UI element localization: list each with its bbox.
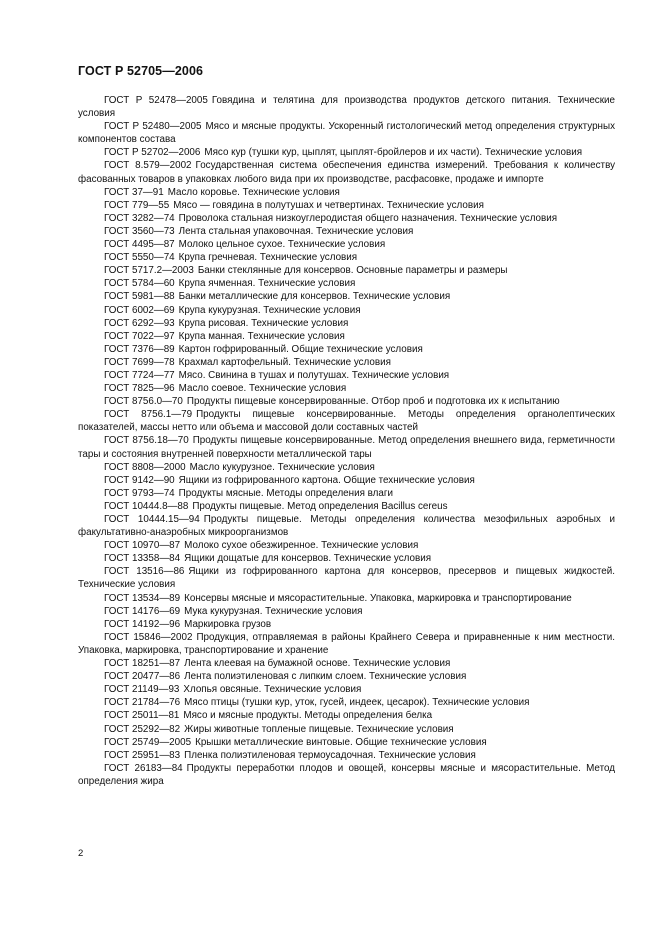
reference-entry [78, 146, 615, 159]
reference-code: ГОСТ 8756.0—70 [104, 396, 183, 408]
reference-entry [78, 330, 615, 343]
reference-title: Молоко цельное сухое. Технические условия [178, 239, 386, 251]
reference-title: Продукты переработки плодов и овощей, консервы мясные и мясорастительные. Метод определения жира [78, 762, 615, 787]
reference-entry [78, 434, 615, 460]
reference-title: Лента клеевая на бумажной основе. Технические условия [184, 658, 451, 670]
reference-title: Масло коровье. Технические условия [167, 186, 340, 198]
reference-entry [78, 762, 615, 788]
reference-code: ГОСТ 8756.18—70 [104, 435, 189, 447]
reference-title: Мясо. Свинина в тушах и полутушах. Технические условия [178, 369, 450, 381]
reference-entry [78, 605, 615, 618]
reference-code: ГОСТ 9142—90 [104, 474, 175, 486]
reference-title: Пленка полиэтиленовая термоусадочная. Технические условия [184, 749, 476, 761]
reference-code: ГОСТ 5717.2—2003 [104, 265, 194, 277]
reference-code: ГОСТ 8756.1—79 [104, 409, 193, 421]
reference-code: ГОСТ 10970—87 [104, 540, 181, 552]
reference-code: ГОСТ 20477—86 [104, 671, 181, 683]
reference-code: ГОСТ 13516—86 [104, 566, 185, 578]
reference-title: Крупа манная. Технические условия [178, 330, 345, 342]
reference-entry [78, 487, 615, 500]
reference-entry [78, 395, 615, 408]
reference-title: Масло кукурузное. Технические условия [189, 461, 375, 473]
reference-code: ГОСТ 5981—88 [104, 291, 175, 303]
reference-entry [78, 225, 615, 238]
reference-code: ГОСТ 7699—78 [104, 356, 175, 368]
reference-title: Мясо и мясные продукты. Ускоренный гистологический метод определения структурных компонентов состава [78, 121, 615, 146]
reference-title: Маркировка грузов [184, 618, 272, 630]
reference-code: ГОСТ 5550—74 [104, 252, 175, 264]
reference-entry [78, 94, 615, 120]
reference-entry [78, 382, 615, 395]
reference-code: ГОСТ 779—55 [104, 199, 170, 211]
reference-title: Банки металлические для консервов. Технические условия [178, 291, 451, 303]
reference-title: Продукты пищевые консервированные. Методы определения органолептических показателей, массы нетто или объема и массовой доли составных частей [78, 409, 615, 434]
reference-entry [78, 500, 615, 513]
document-header: ГОСТ Р 52705—2006 [78, 64, 204, 78]
reference-code: ГОСТ 8.579—2002 [104, 160, 192, 172]
reference-code: ГОСТ Р 52478—2005 [104, 95, 208, 106]
reference-code: ГОСТ 7724—77 [104, 369, 175, 381]
reference-title: Мука кукурузная. Технические условия [184, 605, 363, 617]
reference-title: Банки стеклянные для консервов. Основные параметры и размеры [197, 265, 508, 277]
reference-code: ГОСТ 18251—87 [104, 658, 181, 670]
reference-entry [78, 749, 615, 762]
reference-title: Продукты пищевые консервированные. Отбор проб и подготовка их к испытанию [186, 396, 560, 408]
reference-entry [78, 238, 615, 251]
reference-entry [78, 670, 615, 683]
reference-entry [78, 369, 615, 382]
reference-code: ГОСТ Р 52702—2006 [104, 147, 201, 159]
reference-entry [78, 631, 615, 657]
reference-code: ГОСТ 21784—76 [104, 697, 181, 709]
reference-entry [78, 186, 615, 199]
reference-code: ГОСТ 13358—84 [104, 553, 181, 565]
reference-code: ГОСТ 15846—2002 [104, 631, 193, 643]
reference-code: ГОСТ 3560—73 [104, 225, 175, 237]
reference-entry [78, 552, 615, 565]
reference-code: ГОСТ 7022—97 [104, 330, 175, 342]
reference-code: ГОСТ Р 52480—2005 [104, 121, 202, 133]
reference-title: Молоко сухое обезжиренное. Технические условия [184, 540, 419, 552]
reference-code: ГОСТ 8808—2000 [104, 461, 186, 473]
reference-title: Крупа гречневая. Технические условия [178, 252, 358, 264]
reference-title: Продукты пищевые. Метод определения Bacillus cereus [192, 500, 448, 512]
reference-code: ГОСТ 7376—89 [104, 343, 175, 355]
reference-entry [78, 199, 615, 212]
reference-code: ГОСТ 9793—74 [104, 487, 175, 499]
reference-code: ГОСТ 26183—84 [104, 762, 183, 774]
reference-code: ГОСТ 7825—96 [104, 383, 175, 395]
reference-title: Хлопья овсяные. Технические условия [183, 684, 362, 696]
reference-code: ГОСТ 3282—74 [104, 212, 175, 224]
reference-entry [78, 461, 615, 474]
reference-code: ГОСТ 6002—69 [104, 304, 175, 316]
reference-entry [78, 264, 615, 277]
reference-code: ГОСТ 5784—60 [104, 278, 175, 290]
reference-code: ГОСТ 25951—83 [104, 749, 181, 761]
reference-entry [78, 513, 615, 539]
reference-entry [78, 696, 615, 709]
reference-entry [78, 159, 615, 185]
page-number: 2 [78, 848, 84, 859]
reference-title: Консервы мясные и мясорастительные. Упаковка, маркировка и транспортирование [184, 592, 572, 604]
reference-title: Крышки металлические винтовые. Общие технические условия [195, 736, 487, 748]
reference-title: Продукты пищевые. Методы определения количества мезофильных аэробных и факультативно-анаэробных микроорганизмов [78, 514, 615, 539]
reference-entry [78, 565, 615, 591]
reference-code: ГОСТ 25749—2005 [104, 736, 192, 748]
reference-entry [78, 290, 615, 303]
reference-title: Ящики дощатые для консервов. Технические условия [184, 553, 432, 565]
reference-code: ГОСТ 4495—87 [104, 239, 175, 251]
reference-entry [78, 356, 615, 369]
reference-title: Ящики из гофрированного картона для консервов, пресервов и пищевых жидкостей. Технические условия [78, 566, 615, 591]
reference-entry [78, 317, 615, 330]
reference-code: ГОСТ 25292—82 [104, 723, 181, 735]
reference-entry [78, 683, 615, 696]
reference-entry [78, 120, 615, 146]
reference-title: Продукты пищевые консервированные. Метод определения внешнего вида, герметичности тары и состояния внутренней поверхности металлической тары [78, 435, 615, 460]
reference-code: ГОСТ 10444.15—94 [104, 514, 200, 525]
reference-title: Мясо кур (тушки кур, цыплят, цыплят-бройлеров и их части). Технические условия [204, 147, 583, 159]
reference-entry [78, 618, 615, 631]
reference-entry [78, 251, 615, 264]
reference-title: Крупа кукурузная. Технические условия [178, 304, 361, 316]
reference-title: Продукция, отправляемая в районы Крайнего Севера и приравненные к ним местности. Упаковка, маркировка, транспортирование и хранение [78, 631, 615, 656]
reference-title: Крупа ячменная. Технические условия [178, 278, 356, 290]
reference-entry [78, 592, 615, 605]
reference-code: ГОСТ 21149—93 [104, 684, 180, 696]
reference-entry [78, 736, 615, 749]
reference-entry [78, 474, 615, 487]
reference-title: Говядина и телятина для производства продуктов детского питания. Технические условия [78, 95, 616, 120]
reference-entry [78, 539, 615, 552]
reference-title: Мясо и мясные продукты. Методы определения белка [183, 710, 433, 722]
reference-title: Масло соевое. Технические условия [178, 383, 347, 395]
reference-entry [78, 408, 615, 434]
reference-title: Продукты мясные. Методы определения влаги [178, 487, 393, 499]
reference-title: Крахмал картофельный. Технические условия [178, 356, 391, 368]
reference-title: Ящики из гофрированного картона. Общие технические условия [178, 474, 475, 486]
reference-title: Проволока стальная низкоуглеродистая общего назначения. Технические условия [178, 212, 558, 224]
reference-code: ГОСТ 25011—81 [104, 710, 180, 722]
reference-code: ГОСТ 10444.8—88 [104, 500, 189, 512]
reference-entry [78, 277, 615, 290]
reference-entry [78, 343, 615, 356]
reference-entry [78, 657, 615, 670]
references-list [78, 94, 615, 788]
reference-code: ГОСТ 6292—93 [104, 317, 175, 329]
reference-entry [78, 723, 615, 736]
reference-code: ГОСТ 37—91 [104, 186, 164, 198]
reference-code: ГОСТ 14176—69 [104, 605, 181, 617]
reference-title: Картон гофрированный. Общие технические условия [178, 343, 423, 355]
reference-entry [78, 304, 615, 317]
reference-entry [78, 212, 615, 225]
reference-code: ГОСТ 14192—96 [104, 618, 181, 630]
reference-title: Государственная система обеспечения единства измерений. Требования к количеству фасованных товаров в упаковках любого вида при их производстве, расфасовке, продаже и импорте [78, 160, 616, 185]
reference-code: ГОСТ 13534—89 [104, 592, 181, 604]
reference-title: Лента полиэтиленовая с липким слоем. Технические условия [184, 671, 467, 683]
reference-title: Мясо птицы (тушки кур, уток, гусей, индеек, цесарок). Технические условия [184, 697, 530, 709]
reference-title: Жиры животные топленые пищевые. Технические условия [184, 723, 454, 735]
reference-title: Лента стальная упаковочная. Технические условия [178, 225, 414, 237]
reference-entry [78, 709, 615, 722]
reference-title: Мясо — говядина в полутушах и четвертинах. Технические условия [173, 199, 484, 211]
reference-title: Крупа рисовая. Технические условия [178, 317, 349, 329]
